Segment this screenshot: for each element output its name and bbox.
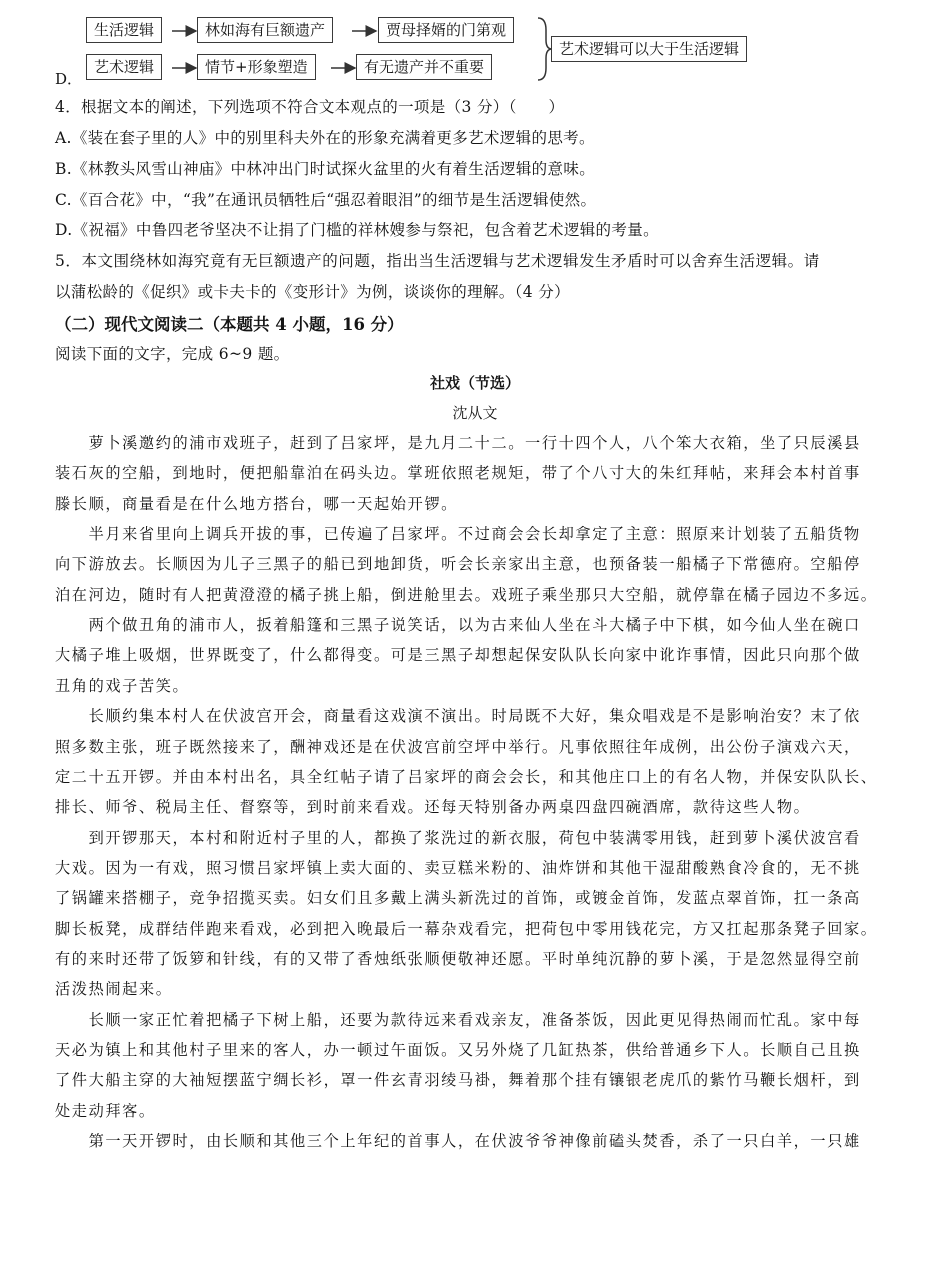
question-5-line-2: 以蒲松龄的《促织》或卡夫卡的《变形计》为例，谈谈你的理解。（4 分）: [55, 283, 570, 301]
essay-line: 照多数主张，班子既然接来了，酬神戏还是在伏波宫前空坪中举行。凡事依照往年成例，出公份子演戏六天，: [55, 737, 861, 756]
section-title: （二）现代文阅读二（本题共 4 小题，16 分）: [55, 315, 404, 334]
box-art-logic: 艺术逻辑: [86, 54, 162, 80]
essay-line: 装石灰的空船，到地时，便把船靠泊在码头边。掌班依照老规矩，带了个八寸大的朱红拜帖，来拜会本村首事: [55, 464, 861, 483]
question-4-option-d: D.《祝福》中鲁四老爷坚决不让捐了门槛的祥林嫂参与祭祀，包含着艺术逻辑的考量。: [55, 221, 659, 239]
question-5-line-1: 5．本文围绕林如海究竟有无巨额遗产的问题，指出当生活逻辑与艺术逻辑发生矛盾时可以舍弃生活逻辑。请: [55, 252, 820, 270]
question-4-option-c: C.《百合花》中，“我”在通讯员牺牲后“强忍着眼泪”的细节是生活逻辑使然。: [55, 191, 597, 209]
box-jiamu-view: 贾母择婿的门第观: [378, 17, 514, 43]
essay-line: 天必为镇上和其他村子里来的客人，办一顿过午面饭。又另外烧了几缸热茶，供给普通乡下人。长顺自己且换: [55, 1041, 861, 1059]
question-4-option-a: A.《装在套子里的人》中的别里科夫外在的形象充满着更多艺术逻辑的思考。: [55, 129, 595, 147]
curly-brace: [538, 18, 552, 80]
essay-line: 脚长板凳，成群结伴跑来看戏，必到把入晚最后一幕杂戏看完，把荷包中零用钱花完，方又扛起那条凳子回家。: [55, 919, 878, 938]
essay-line: 长顺一家正忙着把橘子下树上船，还要为款待远来看戏亲友，准备茶饭，因此更见得热闹而忙乱。家中每: [55, 1010, 861, 1029]
essay-line: 两个做丑角的浦市人，扳着船篷和三黑子说笑话，以为古来仙人坐在斗大橘子中下棋，如今仙人坐在碗口: [55, 616, 861, 635]
box-inheritance-unimportant: 有无遗产并不重要: [356, 54, 492, 80]
box-life-logic: 生活逻辑: [86, 17, 162, 43]
box-plot-image: 情节+形象塑造: [197, 54, 316, 80]
essay-line: 向下游放去。长顺因为儿子三黑子的船已到地卸货，听会长亲家出主意，也预备装一船橘子下常德府。空船停: [55, 555, 861, 574]
box-lin-ruhai-inheritance: 林如海有巨额遗产: [197, 17, 333, 43]
essay-line: 半月来省里向上调兵开拔的事，已传遍了吕家坪。不过商会会长却拿定了主意：照原来计划装了五船货物: [55, 525, 861, 544]
essay-line: 到开锣那天，本村和附近村子里的人，都换了浆洗过的新衣服，荷包中装满零用钱，赶到萝卜溪伏波宫看: [55, 828, 861, 847]
essay-line: 萝卜溪邀约的浦市戏班子，赶到了吕家坪，是九月二十二。一行十四个人，八个笨大衣箱，坐了只辰溪县: [55, 434, 861, 452]
question-4-option-b: B.《林教头风雪山神庙》中林冲出门时试探火盆里的火有着生活逻辑的意味。: [55, 160, 596, 178]
essay-line: 大戏。因为一有戏，照习惯吕家坪镇上卖大面的、卖豆糕米粉的、油炸饼和其他干湿甜酸熟食冷食的，无不挑: [55, 858, 861, 877]
essay-line: 排长、师爷、税局主任、督察等，到时前来看戏。还每天特别备办两桌四盘四碗酒席，款待这些人物。: [55, 798, 811, 817]
option-d-label: D．: [55, 70, 83, 88]
essay-line: 泊在河边，随时有人把黄澄澄的橘子挑上船，倒进舱里去。戏班子乘坐那只大空船，就停靠在橘子园边不多远。: [55, 585, 878, 604]
essay-line: 滕长顺，商量看是在什么地方搭台，哪一天起始开锣。: [55, 494, 458, 513]
section-instruction: 阅读下面的文字，完成 6~9 题。: [55, 345, 290, 363]
question-4-stem: 4．根据文本的阐述，下列选项不符合文本观点的一项是（3 分）（ ）: [55, 98, 565, 116]
essay-line: 活泼热闹起来。: [55, 980, 173, 999]
essay-line: 长顺约集本村人在伏波宫开会，商量看这戏演不演出。时局既不大好，集众唱戏是不是影响治安？末了依: [55, 707, 861, 726]
box-conclusion: 艺术逻辑可以大于生活逻辑: [551, 36, 747, 62]
essay-line: 有的来时还带了饭箩和针线，有的又带了香烛纸张顺便敬神还愿。平时单纯沉静的萝卜溪，于是忽然显得空前: [55, 949, 861, 968]
essay-line: 大橘子堆上吸烟，世界既变了，什么都得变。可是三黑子却想起保安队队长向家中讹诈事情，因此只向那个做: [55, 646, 861, 665]
essay-line: 定二十五开锣。并由本村出名，具全红帖子请了吕家坪的商会会长，和其他庄口上的有名人物，并保安队队长、: [55, 767, 878, 786]
essay-title: 社戏（节选）: [429, 374, 520, 392]
essay-author: 沈从文: [452, 404, 498, 422]
essay-line: 了锅罐来搭棚子，竞争招揽买卖。妇女们且多戴上满头新洗过的首饰，或镀金首饰，发蓝点翠首饰，扛一条高: [55, 889, 861, 908]
essay-line: 处走动拜客。: [55, 1101, 156, 1120]
essay-line: 了件大船主穿的大袖短摆蓝宁绸长衫，罩一件玄青羽绫马褂，舞着那个挂有镶银老虎爪的紫竹马鞭长烟杆，到: [55, 1071, 861, 1090]
essay-line: 第一天开锣时，由长顺和其他三个上年纪的首事人，在伏波爷爷神像前磕头焚香，杀了一只白羊，一只雄: [55, 1132, 861, 1151]
essay-line: 丑角的戏子苦笑。: [55, 676, 190, 695]
